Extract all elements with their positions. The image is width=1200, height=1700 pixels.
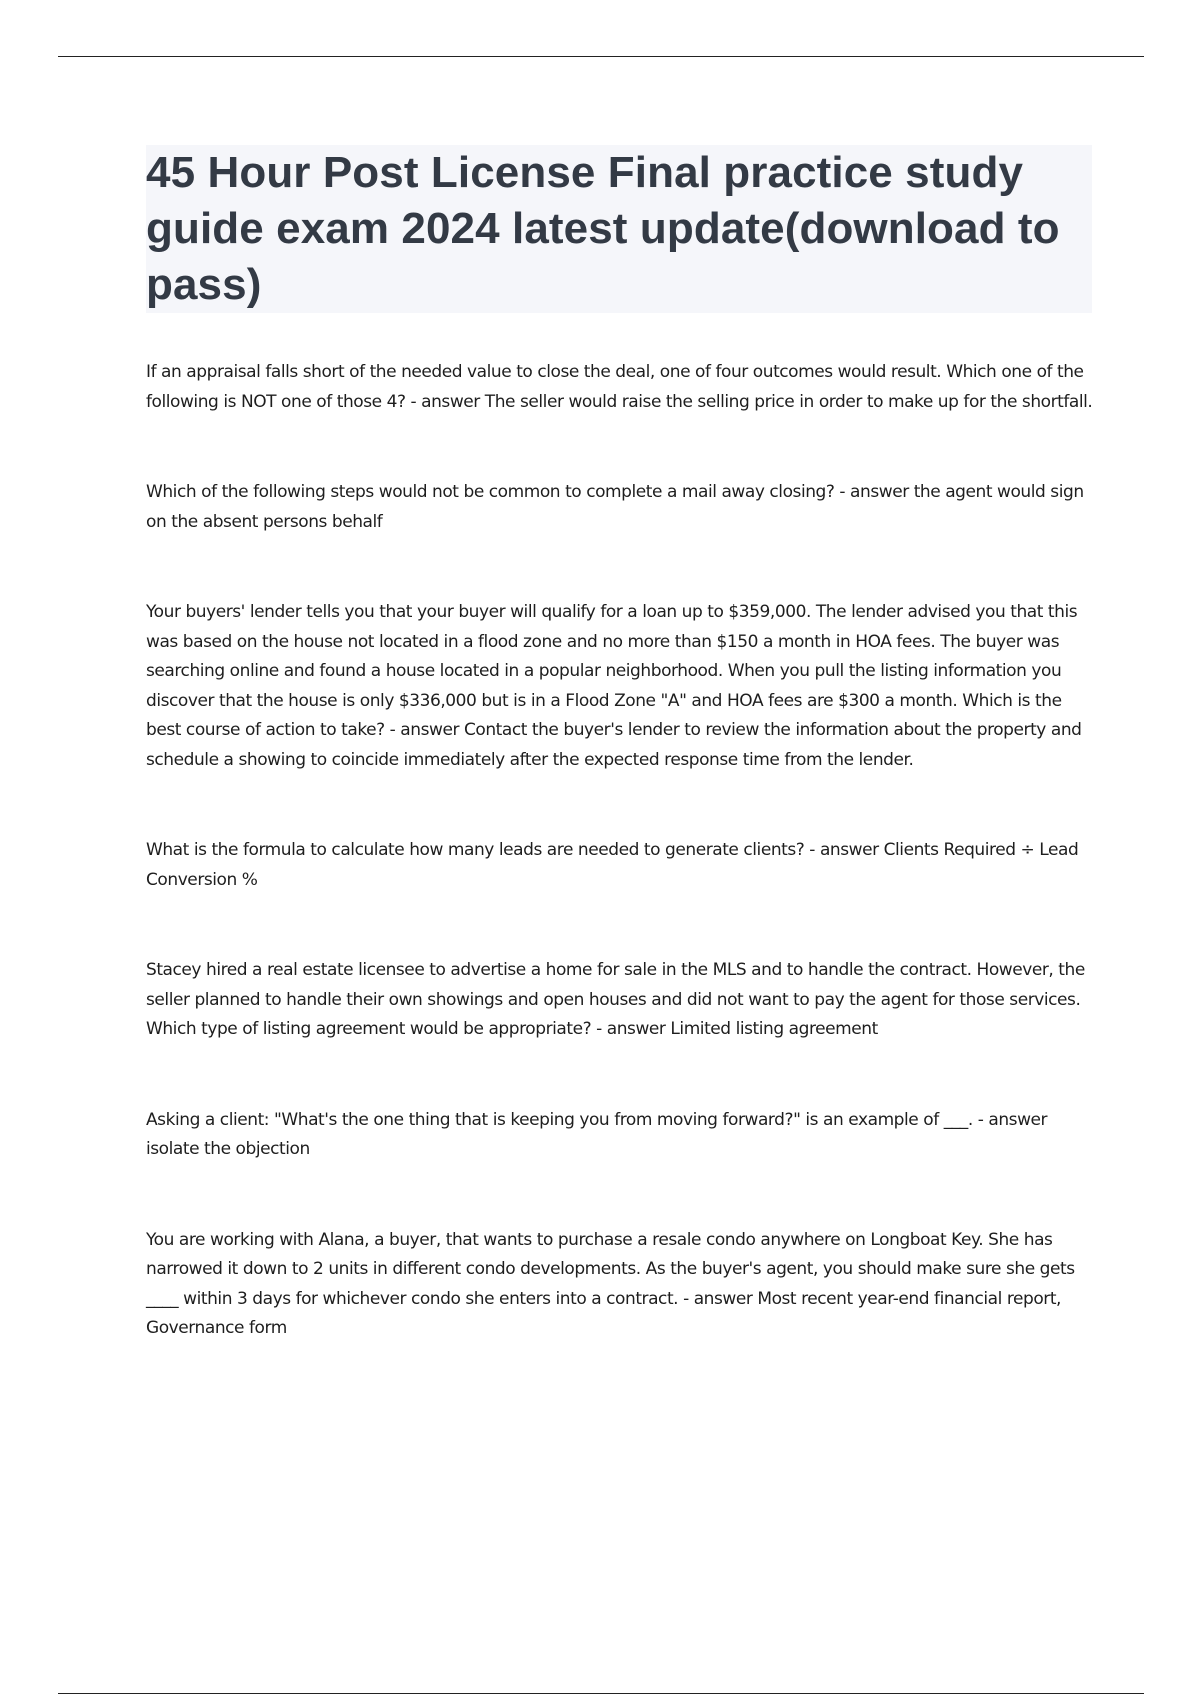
qa-item: Asking a client: "What's the one thing that is keeping you from moving forward?" is an example of ___. - answer isolate the objection xyxy=(146,1109,1048,1159)
bottom-rule xyxy=(58,1693,1144,1694)
title-block xyxy=(146,145,1092,313)
qa-list xyxy=(146,358,1096,1344)
qa-item: Which of the following steps would not be common to complete a mail away closing? - answer the agent would sign on the absent persons behalf xyxy=(146,482,1084,532)
qa-item: Your buyers' lender tells you that your buyer will qualify for a loan up to $359,000. The lender advised you that this was based on the house not located in a flood zone and no more than $150 a month in HOA fees. The buyer was searching online and found a house located in a popular neighborhood. When you pull the listing information you discover that the house is only $336,000 but is in a Flood Zone "A" and HOA fees are $300 a month. Which is the best course of action to take? - answer Contact the buyer's lender to review the information about the property and schedule a showing to coincide immediately after the expected response time from the lender. xyxy=(146,602,1082,770)
qa-item: What is the formula to calculate how many leads are needed to generate clients? - answer Clients Required ÷ Lead Conversion % xyxy=(146,840,1079,890)
qa-item: If an appraisal falls short of the needed value to close the deal, one of four outcomes would result. Which one of the following is NOT one of those 4? - answer The seller would raise the selling price in order to make up for the shortfall. xyxy=(146,362,1093,412)
document-title: 45 Hour Post License Final practice study guide exam 2024 latest update(download to pass) xyxy=(146,148,1060,309)
top-rule xyxy=(58,56,1144,57)
qa-item: You are working with Alana, a buyer, that wants to purchase a resale condo anywhere on Longboat Key. She has narrowed it down to 2 units in different condo developments. As the buyer's agent, you should make sure she gets ____ within 3 days for whichever condo she enters into a contract. - answer Most recent year-end financial report, Governance form xyxy=(146,1229,1075,1338)
qa-item: Stacey hired a real estate licensee to advertise a home for sale in the MLS and to handle the contract. However, the seller planned to handle their own showings and open houses and did not want to pay the agent for those services. Which type of listing agreement would be appropriate? - answer Limited listing agreement xyxy=(146,960,1085,1039)
